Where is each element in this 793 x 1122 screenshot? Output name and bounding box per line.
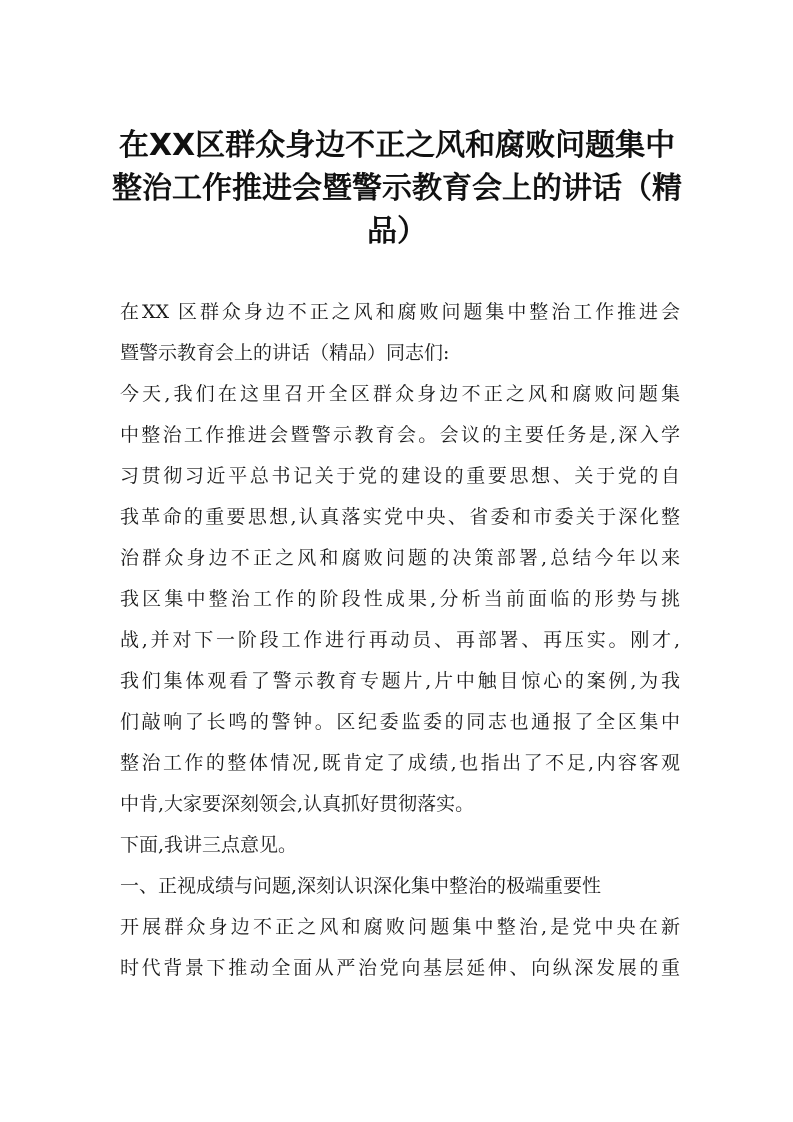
body-line: 习贯彻习近平总书记关于党的建设的重要思想、关于党的自 xyxy=(120,465,680,487)
body-line: 们敲响了长鸣的警钟。区纪委监委的同志也通报了全区集中 xyxy=(120,711,680,733)
body-line: 我们集体观看了警示教育专题片,片中触目惊心的案例,为我 xyxy=(120,670,680,692)
document-body xyxy=(120,292,680,989)
document-title xyxy=(110,124,684,253)
title-line: 在XX区群众身边不正之风和腐败问题集中 xyxy=(118,128,676,163)
body-line: 我革命的重要思想,认真落实党中央、省委和市委关于深化整 xyxy=(120,506,680,528)
body-line: 我区集中整治工作的阶段性成果,分析当前面临的形势与挑 xyxy=(120,588,680,610)
body-line: 开展群众身边不正之风和腐败问题集中整治,是党中央在新 xyxy=(120,916,680,938)
body-line: 时代背景下推动全面从严治党向基层延伸、向纵深发展的重 xyxy=(120,957,680,979)
body-line: 中整治工作推进会暨警示教育会。会议的主要任务是,深入学 xyxy=(120,424,680,446)
body-line: 今天,我们在这里召开全区群众身边不正之风和腐败问题集 xyxy=(120,383,680,405)
title-line: 整治工作推进会暨警示教育会上的讲话（精 xyxy=(112,171,682,206)
body-line: 暨警示教育会上的讲话（精品）同志们: xyxy=(120,342,450,364)
body-line: 在XX 区群众身边不正之风和腐败问题集中整治工作推进会 xyxy=(120,301,680,323)
section-heading: 一、正视成绩与问题,深刻认识深化集中整治的极端重要性 xyxy=(120,875,602,897)
body-line: 中肯,大家要深刻领会,认真抓好贯彻落实。 xyxy=(120,793,475,815)
title-line: 品） xyxy=(367,214,427,249)
body-line: 战,并对下一阶段工作进行再动员、再部署、再压实。刚才, xyxy=(120,629,680,651)
body-line: 下面,我讲三点意见。 xyxy=(120,834,298,856)
body-line: 治群众身边不正之风和腐败问题的决策部署,总结今年以来 xyxy=(120,547,680,569)
body-line: 整治工作的整体情况,既肯定了成绩,也指出了不足,内容客观 xyxy=(120,752,680,774)
